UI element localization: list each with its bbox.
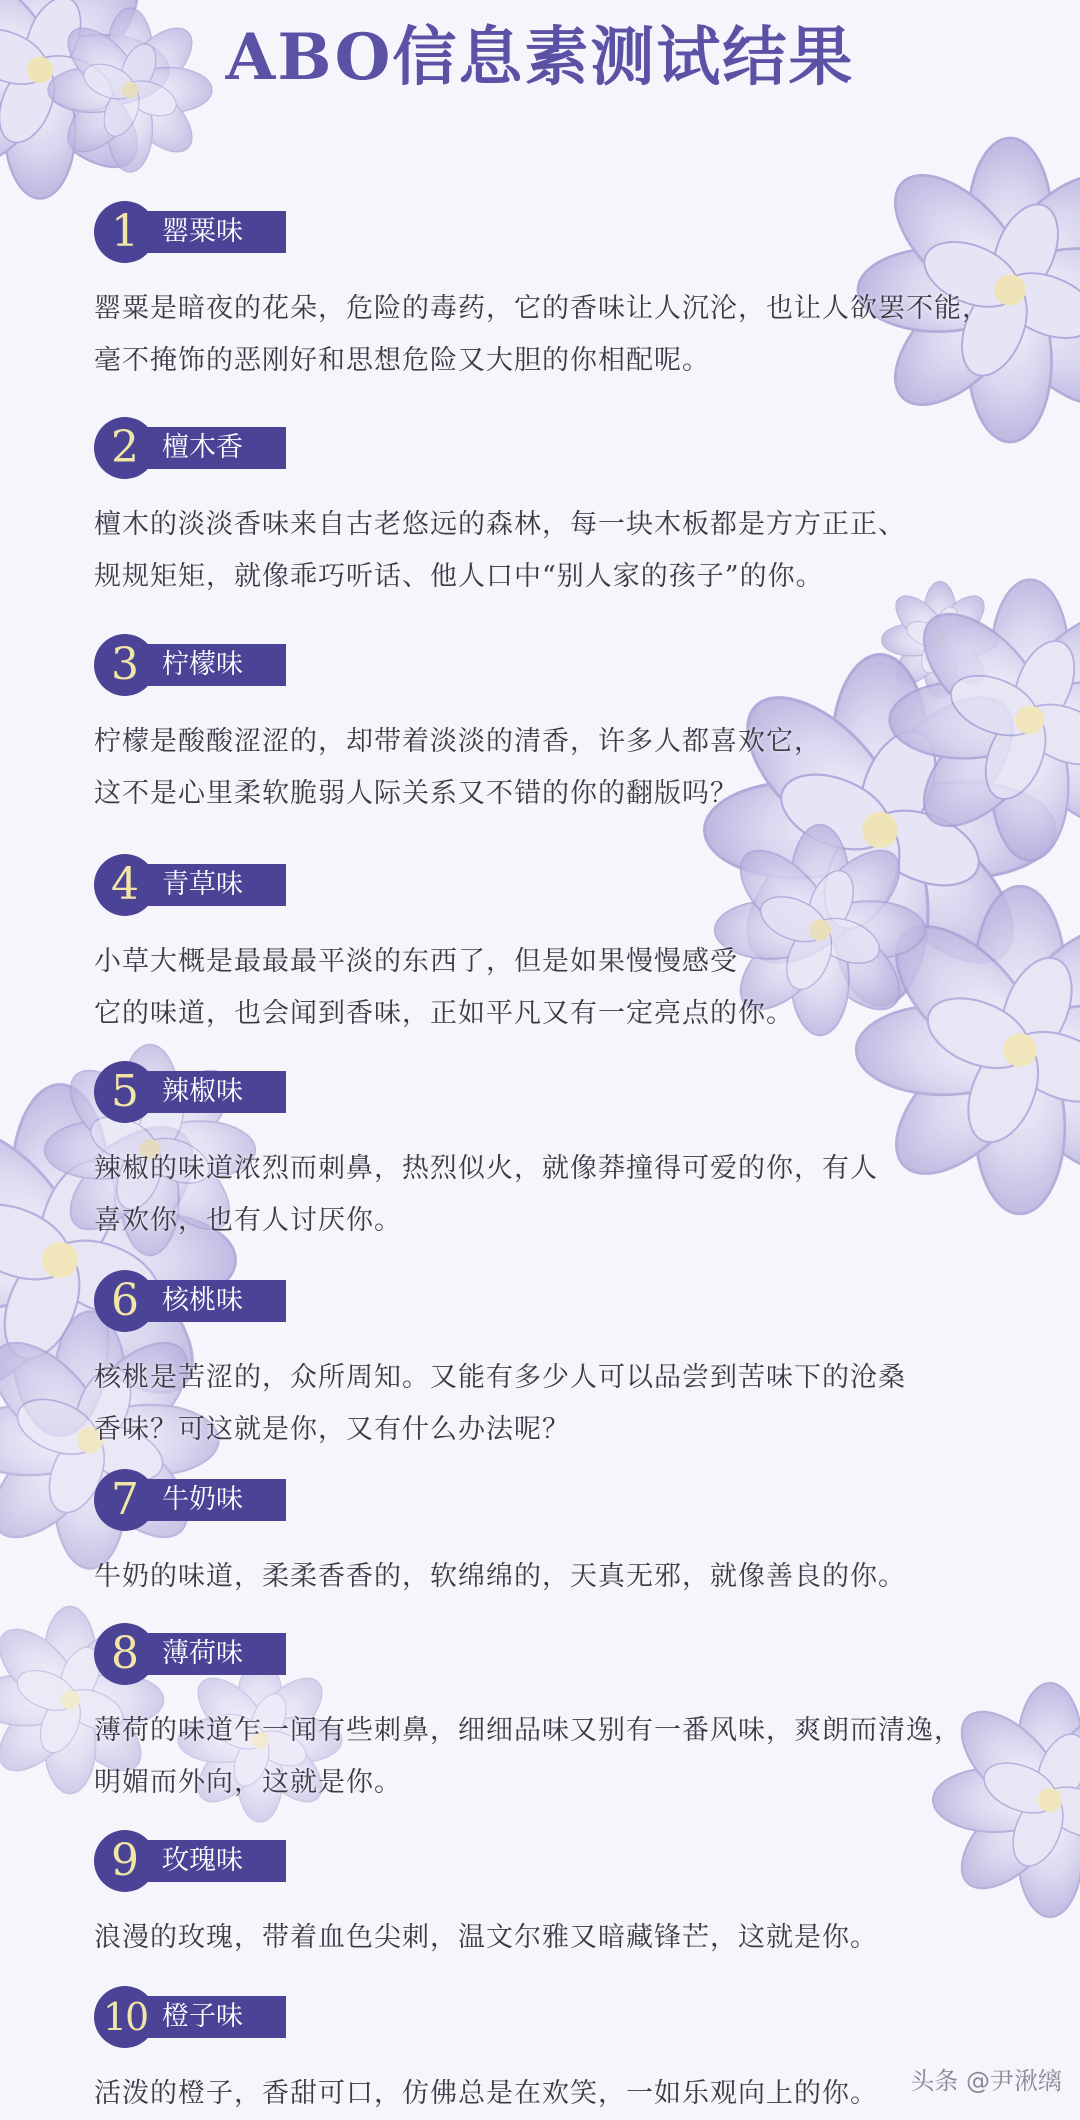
badge-label: 牛奶味 bbox=[162, 1484, 243, 1515]
result-description: 牛奶的味道，柔柔香香的，软绵绵的，天真无邪，就像善良的你。 bbox=[94, 1561, 906, 1592]
result-badge bbox=[94, 1061, 994, 1119]
result-badge bbox=[94, 201, 994, 259]
badge-number: 7 bbox=[111, 1474, 139, 1525]
badge-label: 檀木香 bbox=[162, 432, 243, 463]
result-description: 浪漫的玫瑰，带着血色尖刺，温文尔雅又暗藏锋芒，这就是你。 bbox=[94, 1922, 878, 1953]
badge-number: 4 bbox=[111, 859, 139, 910]
badge-label: 核桃味 bbox=[162, 1285, 243, 1316]
badge-number: 8 bbox=[111, 1628, 139, 1679]
result-item-6 bbox=[94, 1270, 994, 1456]
result-badge bbox=[94, 417, 994, 475]
result-badge bbox=[94, 1830, 994, 1888]
badge-number: 3 bbox=[111, 639, 139, 690]
badge-label: 橙子味 bbox=[162, 2001, 243, 2032]
result-badge bbox=[94, 634, 994, 692]
badge-number: 2 bbox=[111, 422, 139, 473]
result-description: 活泼的橙子，香甜可口，仿佛总是在欢笑，一如乐观向上的你。 bbox=[94, 2078, 878, 2109]
badge-label: 薄荷味 bbox=[162, 1638, 243, 1669]
result-item-5 bbox=[94, 1061, 994, 1247]
badge-label: 青草味 bbox=[162, 869, 243, 900]
result-item-9 bbox=[94, 1830, 994, 1964]
result-badge bbox=[94, 1986, 994, 2044]
result-item-8 bbox=[94, 1623, 994, 1809]
badge-number: 9 bbox=[111, 1835, 139, 1886]
result-badge bbox=[94, 1270, 994, 1328]
badge-label: 罂粟味 bbox=[162, 216, 243, 247]
result-description: 罂粟是暗夜的花朵，危险的毒药，它的香味让人沉沦，也让人欲罢不能， 毫不掩饰的恶刚好和思想危险又大胆的你相配呢。 bbox=[94, 293, 990, 376]
badge-label: 玫瑰味 bbox=[162, 1845, 243, 1876]
result-badge bbox=[94, 1469, 994, 1527]
result-description: 核桃是苦涩的，众所周知。又能有多少人可以品尝到苦味下的沧桑 香味？可这就是你，又有什么办法呢？ bbox=[94, 1362, 906, 1445]
badge-label: 辣椒味 bbox=[162, 1076, 243, 1107]
result-description: 檀木的淡淡香味来自古老悠远的森林，每一块木板都是方方正正、 规规矩矩，就像乖巧听话、他人口中“别人家的孩子”的你。 bbox=[94, 509, 906, 592]
result-description: 柠檬是酸酸涩涩的，却带着淡淡的清香，许多人都喜欢它， 这不是心里柔软脆弱人际关系又不错的你的翻版吗？ bbox=[94, 726, 822, 809]
badge-label: 柠檬味 bbox=[162, 649, 243, 680]
watermark: 头条 @尹湫缡 bbox=[910, 2067, 1062, 2095]
result-item-4 bbox=[94, 854, 994, 1040]
result-description: 小草大概是最最最平淡的东西了，但是如果慢慢感受 它的味道，也会闻到香味，正如平凡又有一定亮点的你。 bbox=[94, 946, 794, 1029]
badge-number: 1 bbox=[111, 206, 139, 257]
result-item-1 bbox=[94, 201, 994, 387]
result-badge bbox=[94, 1623, 994, 1681]
result-description: 薄荷的味道乍一闻有些刺鼻，细细品味又别有一番风味，爽朗而清逸， 明媚而外向，这就是你。 bbox=[94, 1715, 962, 1798]
result-item-10 bbox=[94, 1986, 994, 2120]
badge-number: 5 bbox=[111, 1066, 139, 1117]
result-description: 辣椒的味道浓烈而刺鼻，热烈似火，就像莽撞得可爱的你，有人 喜欢你，也有人讨厌你。 bbox=[94, 1153, 878, 1236]
badge-number: 10 bbox=[102, 1995, 148, 2039]
result-item-3 bbox=[94, 634, 994, 820]
page-title: ABO信息素测试结果 bbox=[225, 20, 855, 95]
result-item-2 bbox=[94, 417, 994, 603]
result-badge bbox=[94, 854, 994, 912]
badge-number: 6 bbox=[111, 1275, 139, 1326]
result-item-7 bbox=[94, 1469, 994, 1603]
